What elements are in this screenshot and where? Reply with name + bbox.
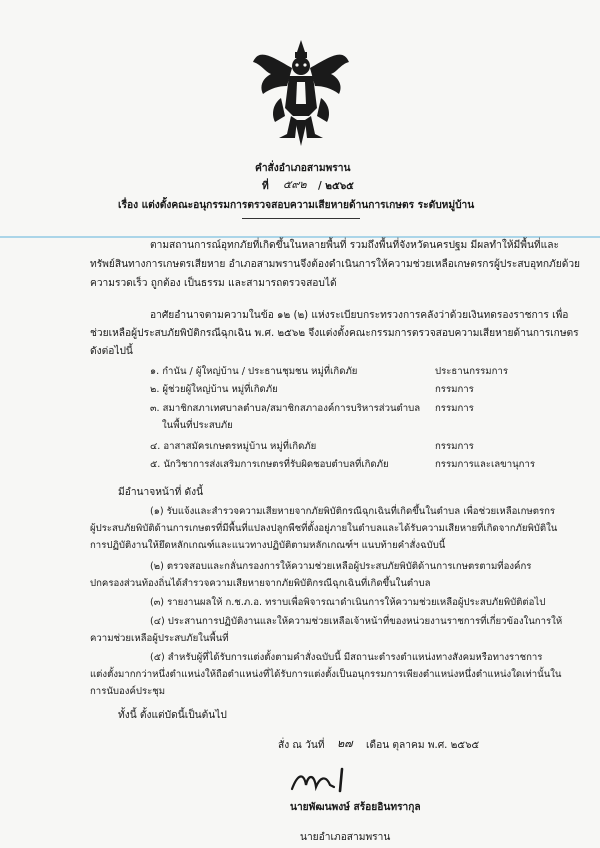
member-name: ๑. กำนัน / ผู้ใหญ่บ้าน / ประธานชุมชน หมู่ที่เกิดภัย [150,366,358,377]
duty-line: การนับองค์ประชุม [90,686,166,697]
member-role: กรรมการและเลขานุการ [435,459,536,470]
duty-line: (๒) ตรวจสอบและกลั่นกรองการให้ความช่วยเหลือผู้ประสบภัยพิบัติด้านการเกษตรตามที่องค์กร [150,561,532,572]
member-name: ๒. ผู้ช่วยผู้ใหญ่บ้าน หมู่ที่เกิดภัย [150,384,278,395]
duties-heading: มีอำนาจหน้าที่ ดังนี้ [118,487,204,498]
duty-line: (๓) รายงานผลให้ ก.ช.ภ.อ. ทราบเพื่อพิจารณาดำเนินการให้ความช่วยเหลือผู้ประสบภัยพิบัติต่อไป [150,597,546,608]
member-name: ๓. สมาชิกสภาเทศบาลตำบล/สมาชิกสภาองค์การบริหารส่วนตำบล [150,403,421,414]
member-name-continued: ในพื้นที่ประสบภัย [162,420,233,431]
order-title: คำสั่งอำเภอสามพราน [255,163,351,174]
intro-line: ความรวดเร็ว ถูกต้อง เป็นธรรม และสามารถตรวจสอบได้ [90,278,337,289]
duty-line: (๑) รับแจ้งและสำรวจความเสียหายจากภัยพิบัติกรณีฉุกเฉินที่เกิดขึ้นในตำบล เพื่อช่วยเหลือเกษตรกร [150,506,556,517]
duty-line: ความช่วยเหลือผู้ประสบภัยในพื้นที่ [90,633,229,644]
garuda-emblem [251,38,351,148]
member-name: ๕. นักวิชาการส่งเสริมการเกษตรที่รับผิดชอบตำบลที่เกิดภัย [150,459,389,470]
authority-line: ช่วยเหลือผู้ประสบภัยพิบัติกรณีฉุกเฉิน พ.ศ. ๒๕๖๒ จึงแต่งตั้งคณะกรรมการตรวจสอบความเสียหายด้านการเกษตร [90,328,579,339]
date-rest: เดือน ตุลาคม พ.ศ. ๒๕๖๕ [366,740,480,751]
authority-line: ดังต่อไปนี้ [90,346,133,357]
order-number-handwritten: ๕๙๒ [283,178,307,191]
signature [290,765,370,795]
duty-line: ผู้ประสบภัยพิบัติด้านการเกษตรที่มีพื้นที่แปลงปลูกพืชที่ตั้งอยู่ภายในตำบลและได้รับความเสียหายที่เกิดจากภัยพิบัติใน [90,523,558,534]
signer-position: นายอำเภอสามพราน [300,832,391,843]
duty-line: (๕) สำหรับผู้ที่ได้รับการแต่งตั้งตามคำสั่งฉบับนี้ มีสถานะตำรงตำแหน่งทางสังคมหรือทางราชการ [150,652,543,663]
date-prefix: สั่ง ณ วันที่ [278,740,325,751]
signer-name: นายพัฒนพงษ์ สร้อยอินทรากุล [290,802,421,813]
order-number-prefix: ที่ [262,181,269,192]
intro-line: ตามสถานการณ์อุทกภัยที่เกิดขึ้นในหลายพื้นที่ รวมถึงพื้นที่จังหวัดนครปฐม มีผลทำให้มีพื้นที่และ [150,240,559,251]
duty-line: แต่งตั้งมากกว่าหนึ่งตำแหน่งให้ถือตำแหน่งที่ได้รับการแต่งตั้งเป็นอนุกรรมการเพียงตำแหน่งหนึ่งตำแหน่งใดเท่านั้นใน [90,669,562,680]
duty-line: ปกครองส่วนท้องถิ่นได้สำรวจความเสียหายจากภัยพิบัติกรณีฉุกเฉินที่เกิดขึ้นในตำบล [90,578,431,589]
member-role: กรรมการ [435,441,474,452]
duty-line: การปฏิบัติงานให้ยึดหลักเกณฑ์และแนวทางปฏิบัติตามหลักเกณฑ์ฯ แนบท้ายคำสั่งฉบับนี้ [90,540,446,551]
intro-line: ทรัพย์สินทางการเกษตรเสียหาย อำเภอสามพรานจึงต้องดำเนินการให้ความช่วยเหลือเกษตรกรผู้ประสบอุทกภัยด้วย [90,259,581,270]
member-name: ๔. อาสาสมัครเกษตรหมู่บ้าน หมู่ที่เกิดภัย [150,441,317,452]
duty-line: (๔) ประสานการปฏิบัติงานและให้ความช่วยเหลือเจ้าหน้าที่ของหน่วยงานราชการที่เกี่ยวข้องในการให้ [150,616,563,627]
subject-divider [242,218,360,219]
order-number-year: / ๒๕๖๕ [318,181,354,192]
member-role: กรรมการ [435,384,474,395]
member-role: ประธานกรรมการ [435,366,508,377]
authority-line: อาศัยอำนาจตามความในข้อ ๑๒ (๒) แห่งระเบียบกระทรวงการคลังว่าด้วยเงินทดรองราชการ เพื่อ [150,310,569,321]
subject-line: เรื่อง แต่งตั้งคณะอนุกรรมการตรวจสอบความเสียหายด้านการเกษตร ระดับหมู่บ้าน [118,200,475,211]
member-role: กรรมการ [435,403,474,414]
effective-statement: ทั้งนี้ ตั้งแต่บัดนี้เป็นต้นไป [118,710,227,721]
scan-artifact-line [0,236,600,238]
date-day-handwritten: ๒๗ [337,737,353,750]
